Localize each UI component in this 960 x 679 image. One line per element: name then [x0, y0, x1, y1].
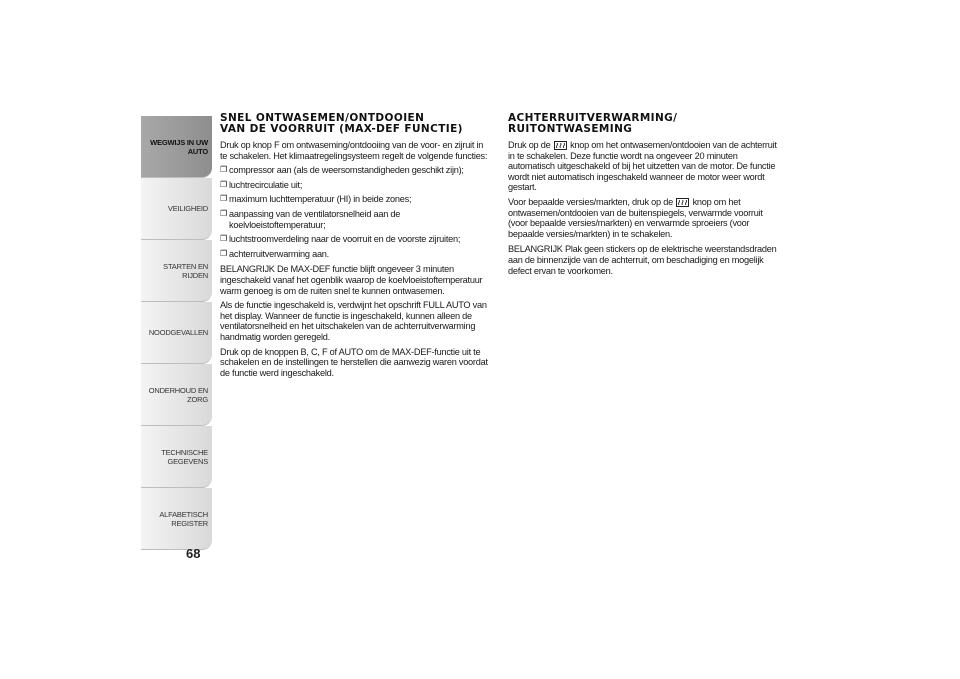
section-title-line-1: ACHTERRUITVERWARMING/: [508, 112, 678, 124]
intro-paragraph: Druk op knop F om ontwaseming/ontdooiing van de voor- en zijruit in te schakelen. Het klimaatregelingsysteem regelt de volgende functies:: [220, 140, 488, 161]
checkbox-bullet-icon: ❐: [220, 234, 227, 244]
tab-noodgevallen[interactable]: NOODGEVALLEN: [141, 302, 212, 364]
rear-window-defrost-icon: [676, 198, 689, 207]
checkbox-bullet-icon: ❐: [220, 179, 227, 189]
tab-technische-gegevens[interactable]: TECHNISCHE GEGEVENS: [141, 426, 212, 488]
full-auto-paragraph: Als de functie ingeschakeld is, verdwijnt het opschrift FULL AUTO van het display. Wanneer de functie is ingeschakeld, kunnen alleen de ventilatorsnelheid en het uitschakelen van de achterruitverwarming handmatig worden geregeld.: [220, 300, 487, 342]
rear-window-defrost-icon: [554, 141, 567, 150]
checkbox-bullet-icon: ❐: [220, 208, 227, 218]
list-item: ❐ luchtstroomverdeling naar de voorruit en de voorste zijruiten;: [220, 234, 461, 245]
tab-alfabetisch-register[interactable]: ALFABETISCH REGISTER: [141, 488, 212, 550]
section-title-max-def: [220, 113, 490, 135]
list-item: ❐ luchtrecirculatie uit;: [220, 179, 303, 190]
tab-wegwijs-in-uw-auto[interactable]: WEGWIJS IN UW AUTO: [141, 116, 212, 178]
section-title-line-1: SNEL ONTWASEMEN/ONTDOOIEN: [220, 112, 425, 124]
checkbox-bullet-icon: ❐: [220, 194, 227, 204]
tab-veiligheid[interactable]: VEILIGHEID: [141, 178, 212, 240]
section-title-rear-defrost: [508, 113, 780, 135]
important-note-stickers: BELANGRIJK Plak geen stickers op de elektrische weerstandsdraden aan de binnenzijde van de achterruit, om beschadiging en mogelijk defect ervan te voorkomen.: [508, 244, 777, 276]
page-number: 68: [186, 546, 201, 561]
tab-onderhoud-en-zorg[interactable]: ONDERHOUD EN ZORG: [141, 364, 212, 426]
checkbox-bullet-icon: ❐: [220, 248, 227, 258]
important-note: BELANGRIJK De MAX-DEF functie blijft ongeveer 3 minuten ingeschakeld vanaf het ogenblik waarop de koelvloeistoftemperatuur warm genoeg is om de ruiten snel te kunnen ontwasemen.: [220, 264, 483, 296]
disable-paragraph: Druk op de knoppen B, C, F of AUTO om de MAX-DEF-functie uit te schakelen en de instellingen te herstellen die aanwezig waren voordat de functie werd ingeschakeld.: [220, 346, 488, 378]
function-list: [220, 165, 490, 259]
mirror-defrost-paragraph: Voor bepaalde versies/markten, druk op de knop om het ontwasemen/ontdooien van de buitenspiegels, verwarmde voorruit (voor bepaalde versies/markten) en verwarmde sproeiers (voor bepaalde versies/markten) in te schakelen.: [508, 196, 763, 239]
right-column: [508, 113, 780, 280]
tab-starten-en-rijden[interactable]: STARTEN EN RIJDEN: [141, 240, 212, 302]
left-column: [220, 113, 490, 382]
section-title-line-2: VAN DE VOORRUIT (MAX-DEF FUNCTIE): [220, 123, 463, 135]
list-item: ❐ compressor aan (als de weersomstandigheden geschikt zijn);: [220, 165, 464, 176]
list-item: ❐ maximum luchttemperatuur (HI) in beide zones;: [220, 194, 412, 205]
checkbox-bullet-icon: ❐: [220, 165, 227, 175]
chapter-sidebar: [141, 116, 212, 550]
list-item: ❐ aanpassing van de ventilatorsnelheid aan de koelvloeistoftemperatuur;: [220, 208, 401, 230]
section-title-line-2: RUITONTWASEMING: [508, 123, 633, 135]
rear-defrost-paragraph: Druk op de knop om het ontwasemen/ontdooien van de achterruit in te schakelen. Deze functie wordt na ongeveer 20 minuten automatisch uitgeschakeld of bij het uitzetten van de motor. De functie wordt niet automatisch ingeschakeld wanneer de motor weer wordt gestart.: [508, 140, 777, 193]
list-item: ❐ achterruitverwarming aan.: [220, 248, 329, 259]
